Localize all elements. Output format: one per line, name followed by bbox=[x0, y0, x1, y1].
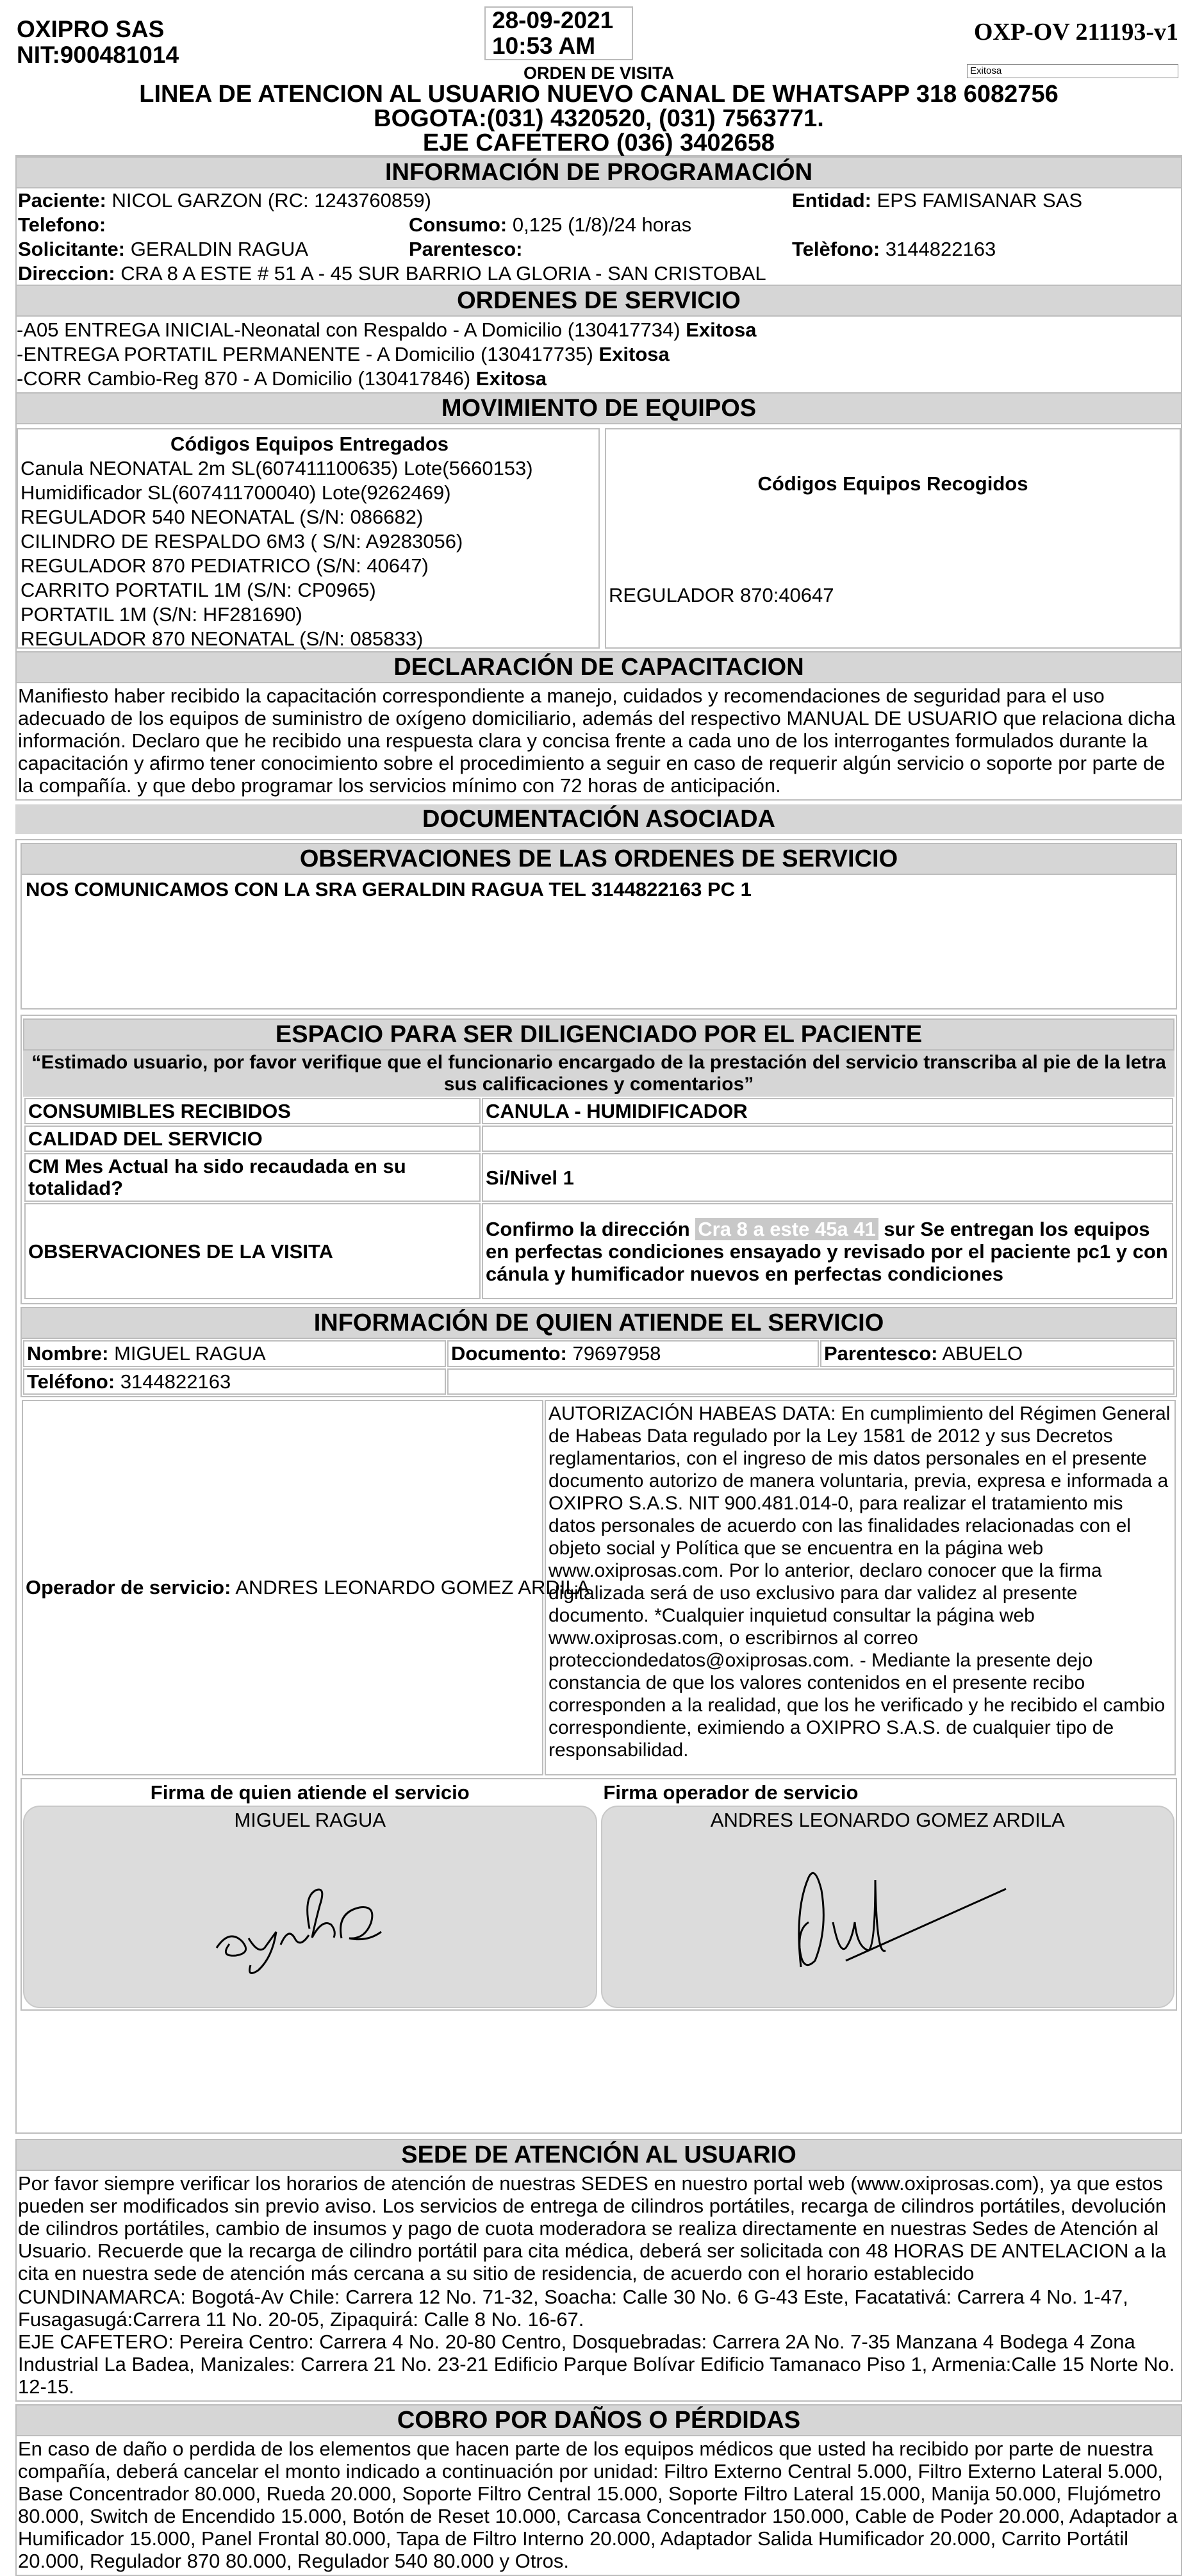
company-name: OXIPRO SAS bbox=[17, 16, 165, 42]
firma-atiende bbox=[23, 1781, 597, 2008]
capacitacion-title: DECLARACIÓN DE CAPACITACION bbox=[17, 651, 1181, 683]
signature-pad-operador[interactable] bbox=[601, 1806, 1175, 2008]
parentesco-label: Parentesco: bbox=[409, 238, 523, 260]
paciente-value: NICOL GARZON (RC: 1243760859) bbox=[111, 189, 431, 212]
signature-icon bbox=[24, 1807, 595, 2009]
orden-item: -CORR Cambio-Reg 870 - A Domicilio (130417846) Exitosa bbox=[17, 367, 547, 390]
atiende-documento: 79697958 bbox=[572, 1342, 661, 1365]
whatsapp-line: LINEA DE ATENCION AL USUARIO NUEVO CANAL DE WHATSAPP 318 6082756 bbox=[139, 81, 1059, 108]
cobro-section bbox=[15, 2404, 1182, 2576]
programacion-section: INFORMACIÓN DE PROGRAMACIÓN Paciente: NICOL GARZON (RC: 1243760859) Entidad: EPS FAMISANAR SAS Telefono: Consumo: 0,125 (1/8)/24 horas Solicitante: GERALDIN RAGUA Parentesco: Telèfono: 3144822163 Direccion: CRA 8 A ESTE # 51 A - 45 SUR BARRIO LA GLORIA - SAN CRISTOBAL ORDENES DE SERVICIO -A05 ENTREGA INICIAL-Neonatal con Respaldo - A Domicilio (130417734) Exitosa -ENTREGA PORTATIL PERMANENTE - A Domicilio (130417735) Exitosa -CORR Cambio-Reg 870 - A Domicilio (130417846) Exitosa MOVIMIENTO DE EQUIPOS Códigos Equipos Entregados Canula NEONATAL 2m SL(607411100635) Lote(5660153) Humidificador SL(607411700040) Lote(9262469) REGULADOR 540 NEONATAL (S/N: 086682) CILINDRO DE RESPALDO 6M3 ( S/N: A9283056) REGULADOR 870 PEDIATRICO (S/N: 40647) CARRITO PORTATIL 1M (S/N: CP0965) PORTATIL 1M (S/N: HF281690) REGULADOR 870 NEONATAL (S/N: 085833) Códigos Equipos Recogidos REGULADOR 870:40647 DECLARACIÓN DE CAPACITACION Manifiesto haber recibido la capacitación correspondiente a manejo, cuidados y recomendaciones de seguridad para el uso adecuado de los equipos de suministro de oxígeno domiciliario, además del respectivo MANUAL DE USUARIO que relaciona dicha información. Declaro que he recibido una respuesta clara y concisa frente a cada uno de los interrogantes formulados durante la capacitación y afirmo tener conocimiento sobre el procedimiento a seguir en caso de requerir algún servicio o soporte por parte de la compañía. y que debo programar los servicios mínimo con 72 horas de anticipación. bbox=[15, 155, 1182, 801]
movimiento-title: MOVIMIENTO DE EQUIPOS bbox=[17, 392, 1181, 424]
firma-operador-title: Firma operador de servicio bbox=[603, 1781, 859, 1804]
firma-operador-nombre: ANDRES LEONARDO GOMEZ ARDILA bbox=[710, 1808, 1065, 1831]
consumo-value: 0,125 (1/8)/24 horas bbox=[512, 213, 692, 236]
orden-item: -A05 ENTREGA INICIAL-Neonatal con Respaldo - A Domicilio (130417734) Exitosa bbox=[17, 319, 757, 341]
espacio-paciente bbox=[21, 1015, 1177, 1304]
equipo-recogido: REGULADOR 870:40647 bbox=[609, 584, 834, 606]
observaciones-text: NOS COMUNICAMOS CON LA SRA GERALDIN RAGUA TEL 3144822163 PC 1 bbox=[26, 878, 752, 901]
documentacion-asociada bbox=[15, 839, 1182, 2134]
operador-habeas-table bbox=[21, 1399, 1177, 1777]
atiende-section bbox=[21, 1307, 1177, 1397]
cobro-title: COBRO POR DAÑOS O PÉRDIDAS bbox=[17, 2406, 1181, 2436]
programacion-title: INFORMACIÓN DE PROGRAMACIÓN bbox=[17, 156, 1181, 188]
entidad-value: EPS FAMISANAR SAS bbox=[877, 189, 1083, 212]
equipo-entregado: PORTATIL 1M (S/N: HF281690) bbox=[21, 603, 302, 626]
visit-time: 10:53 AM bbox=[492, 33, 596, 59]
table-row: Nombre: MIGUEL RAGUA Documento: 79697958 Parentesco: ABUELO bbox=[23, 1340, 1174, 1367]
equipo-entregado: CARRITO PORTATIL 1M (S/N: CP0965) bbox=[21, 579, 376, 601]
observaciones-title: OBSERVACIONES DE LAS ORDENES DE SERVICIO bbox=[22, 844, 1176, 875]
status-field: Exitosa bbox=[967, 64, 1178, 78]
sede-text: Por favor siempre verificar los horarios de atención de nuestras SEDES en nuestro portal web (www.oxiprosas.com), ya que estos pueden ser modificados sin previo aviso. Los servicios de entrega de cilindros portátiles, recarga de cilindros portátiles, devolución de cilindros portátiles, cambio de insumos y pago de cuota moderadora se realiza directamente en nuestras Sedes de Atención al Usuario. Recuerde que la recarga de cilindro portátil para cita médica, deberá ser solicitada con 48 HORAS DE ANTELACION a la cita en nuestra sede de atención más cercana a su sitio de residencia, de acuerdo con el horario establecido bbox=[18, 2172, 1167, 2284]
direccion-value: CRA 8 A ESTE # 51 A - 45 SUR BARRIO LA GLORIA - SAN CRISTOBAL bbox=[120, 262, 766, 285]
equipo-entregado: REGULADOR 870 NEONATAL (S/N: 085833) bbox=[21, 627, 424, 650]
table-row bbox=[22, 1400, 1176, 1775]
espacio-title: ESPACIO PARA SER DILIGENCIADO POR EL PACIENTE bbox=[23, 1018, 1174, 1051]
calidad-value bbox=[482, 1126, 1173, 1152]
eje-line: EJE CAFETERO (036) 3402658 bbox=[422, 129, 775, 156]
observaciones-box bbox=[21, 843, 1177, 1010]
firma-atiende-nombre: MIGUEL RAGUA bbox=[234, 1808, 386, 1831]
order-title: ORDEN DE VISITA bbox=[523, 63, 675, 83]
table-row: OBSERVACIONES DE LA VISITA Confirmo la dirección Cra 8 a este 45a 41 sur Se entregan los equipos en perfectas condiciones ensayado y revisado por el paciente pc1 y con cánula y humificador nuevos en perfectas condiciones bbox=[24, 1203, 1173, 1299]
documentacion-title: DOCUMENTACIÓN ASOCIADA bbox=[15, 804, 1182, 834]
table-row: CM Mes Actual ha sido recaudada en su totalidad? Si/Nivel 1 bbox=[24, 1153, 1173, 1202]
table-row: Teléfono: 3144822163 bbox=[23, 1368, 1174, 1395]
equipos-recogidos: Códigos Equipos Recogidos REGULADOR 870:40647 bbox=[605, 428, 1181, 649]
table-row: CALIDAD DEL SERVICIO bbox=[24, 1126, 1173, 1152]
visit-date: 28-09-2021 bbox=[492, 7, 614, 33]
equipos-entregados: Códigos Equipos Entregados Canula NEONATAL 2m SL(607411100635) Lote(5660153) Humidificador SL(607411700040) Lote(9262469) REGULADOR 540 NEONATAL (S/N: 086682) CILINDRO DE RESPALDO 6M3 ( S/N: A9283056) REGULADOR 870 PEDIATRICO (S/N: 40647) CARRITO PORTATIL 1M (S/N: CP0965) PORTATIL 1M (S/N: HF281690) REGULADOR 870 NEONATAL (S/N: 085833) bbox=[17, 428, 600, 649]
atiende-title: INFORMACIÓN DE QUIEN ATIENDE EL SERVICIO bbox=[22, 1308, 1176, 1339]
table-row: CONSUMIBLES RECIBIDOS CANULA - HUMIDIFICADOR bbox=[24, 1098, 1173, 1124]
operador-nombre: ANDRES LEONARDO GOMEZ ARDILA bbox=[235, 1576, 590, 1599]
telefono2-value: 3144822163 bbox=[885, 238, 996, 260]
equipo-entregado: REGULADOR 870 PEDIATRICO (S/N: 40647) bbox=[21, 554, 429, 577]
company-nit: NIT:900481014 bbox=[17, 42, 179, 68]
cm-value: Si/Nivel 1 bbox=[482, 1153, 1173, 1202]
equipo-entregado: Canula NEONATAL 2m SL(607411100635) Lote(5660153) bbox=[21, 457, 533, 479]
equipo-entregado: CILINDRO DE RESPALDO 6M3 ( S/N: A9283056) bbox=[21, 530, 463, 553]
date-time-box bbox=[484, 6, 633, 60]
espacio-subtitle: “Estimado usuario, por favor verifique que el funcionario encargado de la prestación del servicio transcriba al pie de la letra sus calificaciones y comentarios” bbox=[23, 1051, 1174, 1097]
bogota-line: BOGOTA:(031) 4320520, (031) 7563771. bbox=[374, 105, 824, 132]
sede-cundinamarca: CUNDINAMARCA: Bogotá-Av Chile: Carrera 12 No. 71-32, Soacha: Calle 30 No. 6 G-43 Este, Facatativá: Carrera 4 No. 1-47, Fusagasugá:Carrera 11 No. 20-05, Zipaquirá: Calle 8 No. 16-67. bbox=[18, 2286, 1128, 2331]
telefono-label: Telefono: bbox=[18, 213, 106, 236]
atiende-nombre: MIGUEL RAGUA bbox=[114, 1342, 266, 1365]
company-info bbox=[17, 17, 179, 68]
atiende-parentesco: ABUELO bbox=[942, 1342, 1023, 1365]
orden-item: -ENTREGA PORTATIL PERMANENTE - A Domicilio (130417735) Exitosa bbox=[17, 343, 670, 365]
atiende-table bbox=[22, 1339, 1176, 1395]
signature-pad-atiende[interactable] bbox=[23, 1806, 597, 2008]
observaciones-visita-value: Confirmo la dirección Cra 8 a este 45a 41 sur Se entregan los equipos en perfectas condiciones ensayado y revisado por el paciente pc1 y con cánula y humificador nuevos en perfectas condiciones bbox=[482, 1203, 1173, 1299]
firmas-section bbox=[21, 1778, 1177, 2011]
calificaciones-table bbox=[23, 1097, 1174, 1300]
solicitante-value: GERALDIN RAGUA bbox=[130, 238, 309, 260]
ordenes-list bbox=[17, 317, 1181, 392]
equipo-entregado: REGULADOR 540 NEONATAL (S/N: 086682) bbox=[21, 506, 424, 528]
movimiento-equipos bbox=[17, 424, 1181, 651]
firma-operador bbox=[601, 1781, 1175, 2008]
sede-eje: EJE CAFETERO: Pereira Centro: Carrera 4 No. 20-80 Centro, Dosquebradas: Carrera 2A No. 7-35 Manzana 4 Bodega 4 Zona Industrial La Badea, Manizales: Carrera 21 No. 23-21 Edificio Parque Bolívar Edificio Tamanaco Piso 1, Armenia:Calle 15 Norte No. 12-15. bbox=[18, 2331, 1175, 2398]
cobro-text: En caso de daño o perdida de los elementos que hacen parte de los equipos médicos que usted ha recibido por parte de nuestra compañía, deberá cancelar el monto indicado a continuación por unidad: Filtro Externo Central 5.000, Filtro Externo Lateral 5.000, Base Concentrador 80.000, Rueda 20.000, Soporte Filtro Central 15.000, Soporte Filtro Lateral 15.000, Manija 50.000, Flujómetro 80.000, Switch de Encendido 15.000, Botón de Reset 10.000, Carcasa Concentrador 150.000, Cable de Poder 20.000, Adaptador a Humificador 15.000, Panel Frontal 80.000, Tapa de Filtro Interno 20.000, Adaptador Salida Humificador 20.000, Carrito Portátil 20.000, Regulador 870 80.000, Regulador 540 80.000 y Otros. bbox=[18, 2438, 1178, 2572]
highlighted-address: Cra 8 a este 45a 41 bbox=[695, 1218, 878, 1240]
firma-atiende-title: Firma de quien atiende el servicio bbox=[150, 1781, 470, 1804]
capacitacion-text: Manifiesto haber recibido la capacitación correspondiente a manejo, cuidados y recomendaciones de seguridad para el uso adecuado de los equipos de suministro de oxígeno domiciliario, además del respectivo MANUAL DE USUARIO que relaciona dicha información. Declaro que he recibido una respuesta clara y concisa frente a cada uno de los interrogantes formulados durante la capacitación y afirmo tener conocimiento sobre el procedimiento a seguir en caso de requerir algún servicio o soporte por parte de la compañía. y que debo programar los servicios mínimo con 72 horas de anticipación. bbox=[18, 685, 1176, 797]
equipo-entregado: Humidificador SL(607411700040) Lote(9262469) bbox=[21, 481, 451, 504]
ordenes-title: ORDENES DE SERVICIO bbox=[17, 285, 1181, 317]
consumibles-value: CANULA - HUMIDIFICADOR bbox=[482, 1098, 1173, 1124]
signature-icon bbox=[602, 1807, 1173, 2009]
habeas-data-text: AUTORIZACIÓN HABEAS DATA: En cumplimiento del Régimen General de Habeas Data regulado por la Ley 1581 de 2012 y sus Decretos reglamentarios, con el ingreso de mis datos personales en el presente documento autorizo de manera voluntaria, previa, expresa e informada a OXIPRO S.A.S. NIT 900.481.014-0, para realizar el tratamiento mis datos personales de acuerdo con las finalidades relacionadas con el objeto social y Política que se encuentra en la página web www.oxiprosas.com. Por lo anterior, declaro conocer que la firma digitalizada será de uso exclusivo para dar validez al presente documento. *Cualquier inquietud consultar la página web www.oxiprosas.com, o escribirnos al correo protecciondedatos@oxiprosas.com. - Mediante la presente dejo constancia de que los valores contenidos en el presente recibo corresponden a la realidad, que los he verificado y he recibido el cambio correspondiente, eximiendo a OXIPRO S.A.S. de cualquier tipo de responsabilidad. bbox=[545, 1400, 1176, 1775]
sede-section bbox=[15, 2139, 1182, 2402]
atiende-telefono: 3144822163 bbox=[120, 1370, 231, 1393]
order-code: OXP-OV 211193-v1 bbox=[973, 19, 1178, 46]
operador-cell: Operador de servicio: ANDRES LEONARDO GOMEZ ARDILA bbox=[22, 1400, 543, 1775]
sede-title: SEDE DE ATENCIÓN AL USUARIO bbox=[17, 2140, 1181, 2171]
